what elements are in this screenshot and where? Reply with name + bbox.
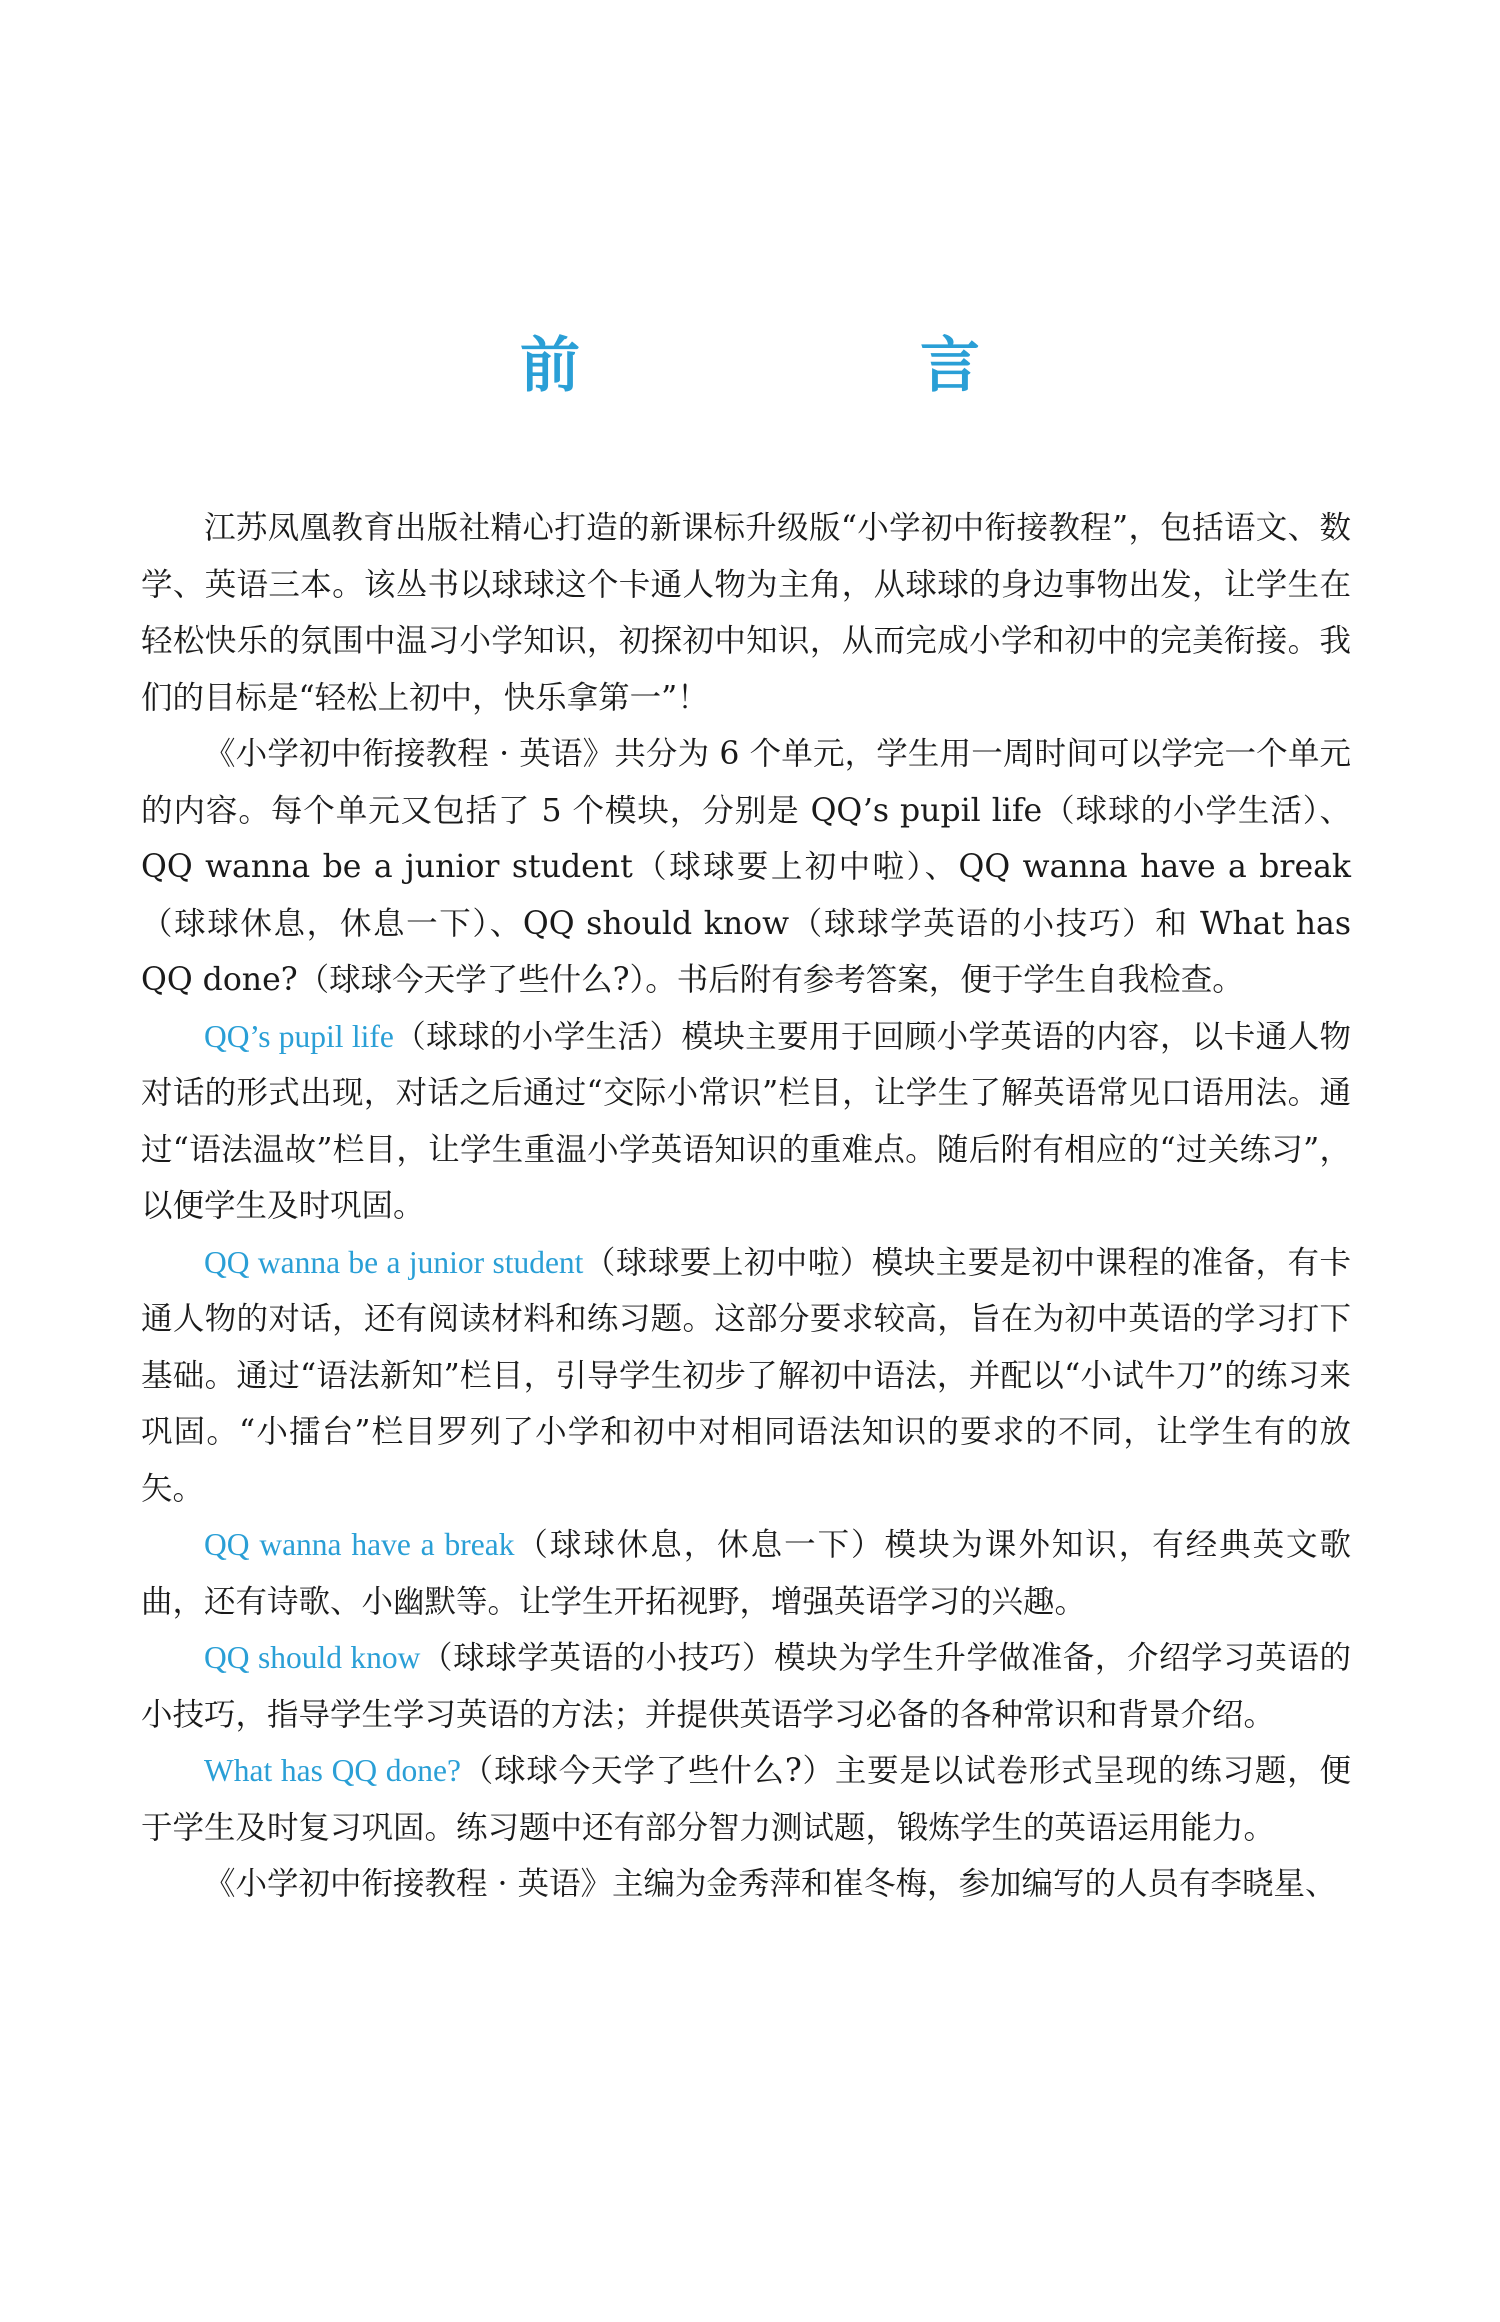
module-desc-should-know: （球球学英语的小技巧）模块为学生升学做准备，介绍学习英语的小技巧，指导学生学习英语的方法；并提供英语学习必备的各种常识和背景介绍。 — [141, 1640, 1351, 1733]
paragraph-structure: 《小学初中衔接教程 · 英语》共分为 6 个单元，学生用一周时间可以学完一个单元的内容。每个单元又包括了 5 个模块，分别是 QQ’s pupil life（球球的小学生活）、QQ wanna be a junior student（球球要上初中啦）、QQ wanna have a break（球球休息，休息一下）、QQ should know（球球学英语的小技巧）和 What has QQ done?（球球今天学了些什么?）。书后附有参考答案，便于学生自我检查。 — [141, 736, 1351, 998]
module-name-junior-student: QQ wanna be a junior student — [204, 1244, 584, 1280]
module-name-done: What has QQ done? — [204, 1753, 461, 1788]
module-desc-pupil-life: （球球的小学生活）模块主要用于回顾小学英语的内容，以卡通人物对话的形式出现，对话之后通过“交际小常识”栏目，让学生了解英语常见口语用法。通过“语法温故”栏目，让学生重温小学英语知识的重难点。随后附有相应的“过关练习”，以便学生及时巩固。 — [141, 1018, 1351, 1224]
module-name-break: QQ wanna have a break — [204, 1527, 515, 1562]
paragraph-module-should-know — [141, 1630, 1351, 1743]
module-desc-break: （球球休息，休息一下）模块为课外知识，有经典英文歌曲，还有诗歌、小幽默等。让学生开拓视野，增强英语学习的兴趣。 — [141, 1527, 1351, 1620]
module-name-pupil-life: QQ’s pupil life — [204, 1018, 394, 1054]
preface-body — [141, 500, 1351, 1913]
module-desc-done: （球球今天学了些什么?）主要是以试卷形式呈现的练习题，便于学生及时复习巩固。练习题中还有部分智力测试题，锻炼学生的英语运用能力。 — [141, 1753, 1351, 1846]
paragraph-module-break — [141, 1517, 1351, 1630]
paragraph-module-pupil-life — [141, 1009, 1351, 1235]
paragraph-module-done — [141, 1743, 1351, 1856]
page-title: 前 言 — [520, 331, 1120, 401]
module-desc-junior-student: （球球要上初中啦）模块主要是初中课程的准备，有卡通人物的对话，还有阅读材料和练习题。这部分要求较高，旨在为初中英语的学习打下基础。通过“语法新知”栏目，引导学生初步了解初中语法，并配以“小试牛刀”的练习来巩固。“小擂台”栏目罗列了小学和初中对相同语法知识的要求的不同，让学生有的放矢。 — [141, 1244, 1351, 1507]
paragraph-editors: 《小学初中衔接教程 · 英语》主编为金秀萍和崔冬梅，参加编写的人员有李晓星、 — [204, 1866, 1337, 1902]
module-name-should-know: QQ should know — [204, 1640, 421, 1675]
paragraph-intro: 江苏凤凰教育出版社精心打造的新课标升级版“小学初中衔接教程”，包括语文、数学、英语三本。该丛书以球球这个卡通人物为主角，从球球的身边事物出发，让学生在轻松快乐的氛围中温习小学知识，初探初中知识，从而完成小学和初中的完美衔接。我们的目标是“轻松上初中，快乐拿第一”！ — [141, 510, 1351, 716]
paragraph-module-junior-student — [141, 1235, 1351, 1518]
